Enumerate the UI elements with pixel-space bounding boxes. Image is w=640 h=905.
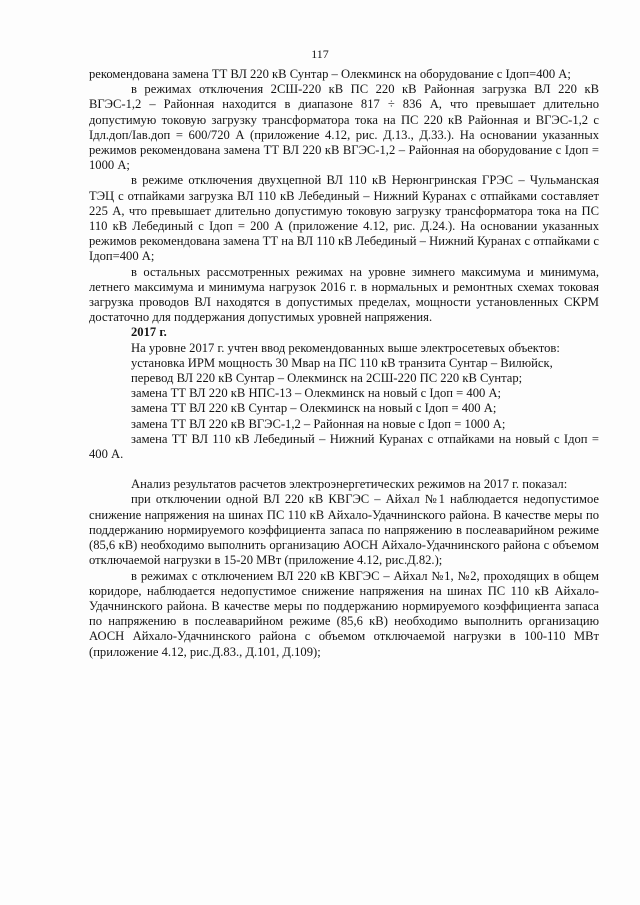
paragraph-continuation: рекомендована замена ТТ ВЛ 220 кВ Сунтар – Олекминск на оборудование с Iдоп=400 А;	[89, 67, 571, 81]
list-item: замена ТТ ВЛ 220 кВ ВГЭС-1,2 – Районная на новые с Iдоп = 1000 А;	[131, 416, 506, 431]
list-item: замена ТТ ВЛ 220 кВ НПС-13 – Олекминск на новый с Iдоп = 400 А;	[131, 386, 502, 401]
paragraph: в остальных рассмотренных режимах на уровне зимнего максимума и минимума, летнего максимума и минимума нагрузок 2016 г. в нормальных и ремонтных схемах токовая загрузка проводов ВЛ находятся в допустимых пределах, мощности установленных СКРМ достаточно для поддержания допустимых уровней напряжения.	[89, 264, 599, 325]
analysis-item: при отключении одной ВЛ 220 кВ КВГЭС – Айхал №1 наблюдается недопустимое снижение напряжения на шинах ПС 110 кВ Айхало-Удачнинского района. В качестве меры по поддержанию нормируемого коэффициента запаса по напряжению в послеаварийном режиме (85,6 кВ) необходимо выполнить организацию АОСН Айхало-Удачнинского района с объемом отключаемой нагрузки в 15-20 МВт (приложение 4.12, рис.Д.82.);	[89, 492, 599, 568]
list-item: замена ТТ ВЛ 220 кВ Сунтар – Олекминск на новый с Iдоп = 400 А;	[131, 401, 497, 416]
section-heading: 2017 г.	[131, 325, 167, 340]
list-item: перевод ВЛ 220 кВ Сунтар – Олекминск на 2СШ-220 ПС 220 кВ Сунтар;	[131, 371, 523, 386]
list-item: замена ТТ ВЛ 110 кВ Лебединый – Нижний Куранах с отпайками на новый с Iдоп = 400 А.	[89, 431, 599, 462]
document-body	[89, 67, 599, 660]
page-number: 117	[311, 47, 329, 61]
list-item: установка ИРМ мощность 30 Мвар на ПС 110 кВ транзита Сунтар – Вилюйск,	[131, 355, 553, 370]
analysis-intro: Анализ результатов расчетов электроэнергетических режимов на 2017 г. показал:	[131, 477, 568, 492]
paragraph: в режиме отключения двухцепной ВЛ 110 кВ Нерюнгринская ГРЭС – Чульманская ТЭЦ с отпайками загрузка ВЛ 110 кВ Лебединый – Нижний Куранах с отпайками составляет 225 А, что превышает длительно допустимую токовую загрузку трансформатора тока на ПС 110 кВ Лебединый с Iдоп = 200 А (приложение 4.12, рис. Д.24.). На основании указанных режимов рекомендована замена ТТ на ВЛ 110 кВ Лебединый – Нижний Куранах с отпайками с Iдоп=400 А;	[89, 173, 599, 264]
paragraph: в режимах отключения 2СШ-220 кВ ПС 220 кВ Районная загрузка ВЛ 220 кВ ВГЭС-1,2 – Районная находится в диапазоне 817 ÷ 836 А, что превышает длительно допустимую токовую загрузку трансформатора тока на ПС 220 кВ Районная и ВГЭС-1,2 с Iдл.доп/Iав.доп = 600/720 А (приложение 4.12, рис. Д.13., Д.33.). На основании указанных режимов рекомендована замена ТТ ВЛ 220 кВ ВГЭС-1,2 – Районная на оборудование с Iдоп = 1000 А;	[89, 82, 599, 173]
intro-paragraph: На уровне 2017 г. учтен ввод рекомендованных выше электросетевых объектов:	[131, 340, 560, 355]
analysis-item: в режимах с отключением ВЛ 220 кВ КВГЭС – Айхал №1, №2, проходящих в общем коридоре, наблюдается недопустимое снижение напряжения на шинах ПС 110 кВ Айхало-Удачнинского района. В качестве меры по поддержанию нормируемого коэффициента запаса по напряжению в послеаварийном режиме (85,6 кВ) необходимо выполнить организацию АОСН Айхало-Удачнинского района с объемом отключаемой нагрузки в 100-110 МВт (приложение 4.12, рис.Д.83., Д.101, Д.109);	[89, 568, 599, 659]
